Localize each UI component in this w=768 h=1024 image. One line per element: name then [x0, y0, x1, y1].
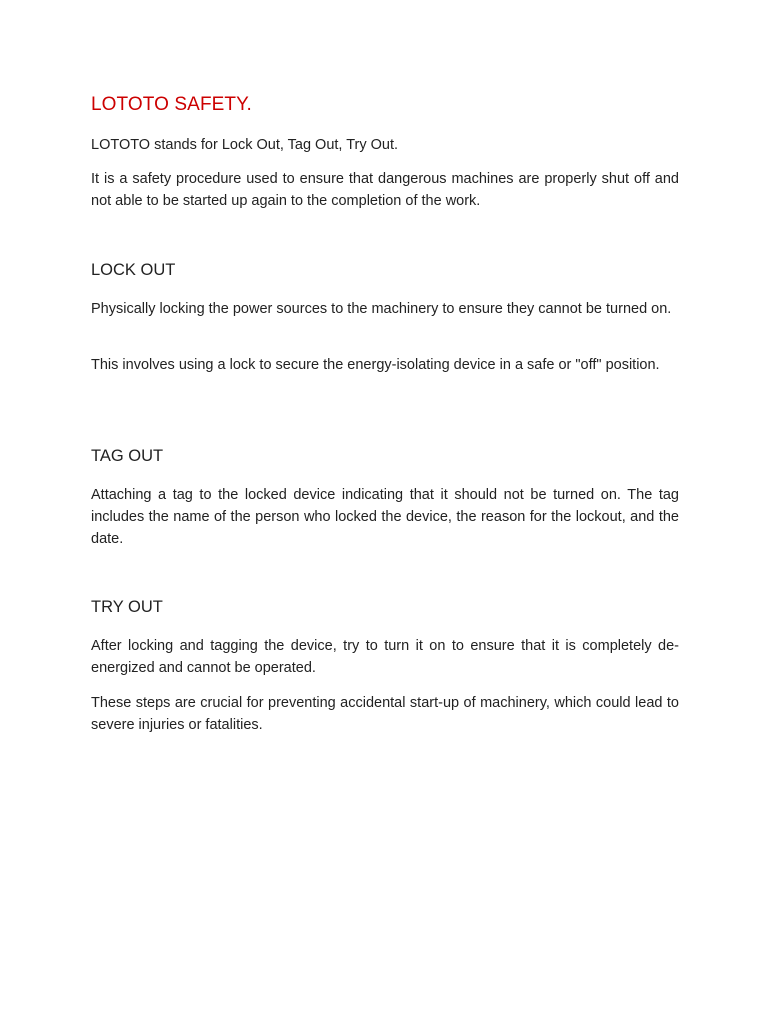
- lock-out-paragraph-2: This involves using a lock to secure the energy-isolating device in a safe or "off" position.: [91, 357, 660, 373]
- intro-purpose: It is a safety procedure used to ensure that dangerous machines are properly shut off and not able to be started up again to the completion of the work.: [91, 171, 679, 209]
- lock-out-paragraph-1: Physically locking the power sources to the machinery to ensure they cannot be turned on.: [91, 301, 672, 317]
- section-heading-try-out: TRY OUT: [91, 598, 163, 616]
- try-out-paragraph-2: These steps are crucial for preventing accidental start-up of machinery, which could lead to severe injuries or fatalities.: [91, 695, 679, 733]
- try-out-paragraph-1: After locking and tagging the device, try to turn it on to ensure that it is completely de-energized and cannot be operated.: [91, 638, 679, 676]
- tag-out-paragraph-1: Attaching a tag to the locked device indicating that it should not be turned on. The tag includes the name of the person who locked the device, the reason for the lockout, and the date.: [91, 487, 679, 547]
- document-title: LOTOTO SAFETY.: [91, 94, 252, 115]
- section-heading-tag-out: TAG OUT: [91, 447, 164, 465]
- intro-definition: LOTOTO stands for Lock Out, Tag Out, Try Out.: [91, 137, 399, 153]
- section-heading-lock-out: LOCK OUT: [91, 261, 176, 279]
